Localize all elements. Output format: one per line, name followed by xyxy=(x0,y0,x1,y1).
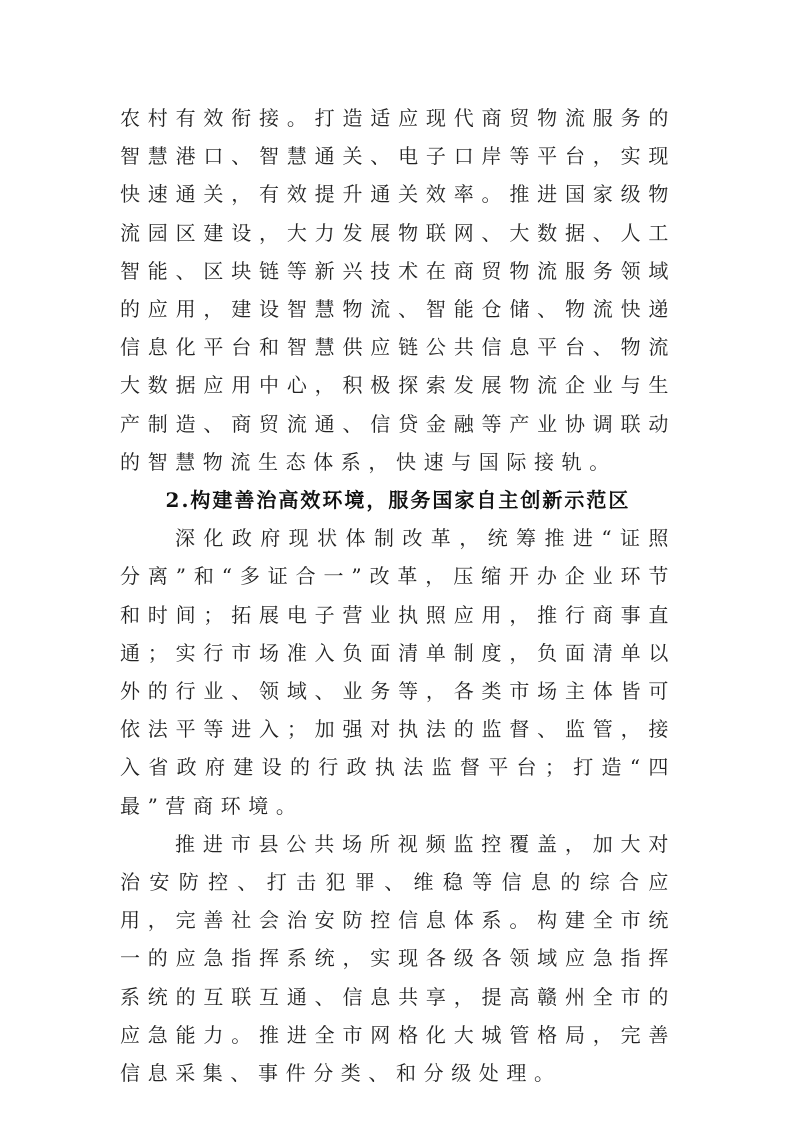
paragraph-government-reform: 深化政府现状体制改革，统筹推进“证照分离”和“多证合一”改革，压缩开办企业环节和时间；拓展电子营业执照应用，推行商事直通；实行市场准入负面清单制度，负面清单以外的行业、领域、业务等，各类市场主体皆可依法平等进入；加强对执法的监督、监管，接入省政府建设的行政执法监督平台；打造“四最”营商环境。 xyxy=(120,526,676,818)
paragraph-logistics: 农村有效衔接。打造适应现代商贸物流服务的智慧港口、智慧通关、电子口岸等平台，实现快速通关，有效提升通关效率。推进国家级物流园区建设，大力发展物联网、大数据、人工智能、区块链等新兴技术在商贸物流服务领域的应用，建设智慧物流、智能仓储、物流快递信息化平台和智慧供应链公共信息平台、物流大数据应用中心，积极探索发展物流企业与生产制造、商贸流通、信贷金融等产业协调联动的智慧物流生态体系，快速与国际接轨。 xyxy=(120,106,676,474)
document-page xyxy=(120,99,676,1092)
section-heading: 2.构建善治高效环境，服务国家自主创新示范区 xyxy=(165,488,631,513)
paragraph-public-security: 推进市县公共场所视频监控覆盖，加大对治安防控、打击犯罪、维稳等信息的综合应用，完善社会治安防控信息体系。构建全市统一的应急指挥系统，实现各级各领域应急指挥系统的互联互通、信息共享，提高赣州全市的应急能力。推进全市网格化大城管格局，完善信息采集、事件分类、和分级处理。 xyxy=(120,831,676,1086)
